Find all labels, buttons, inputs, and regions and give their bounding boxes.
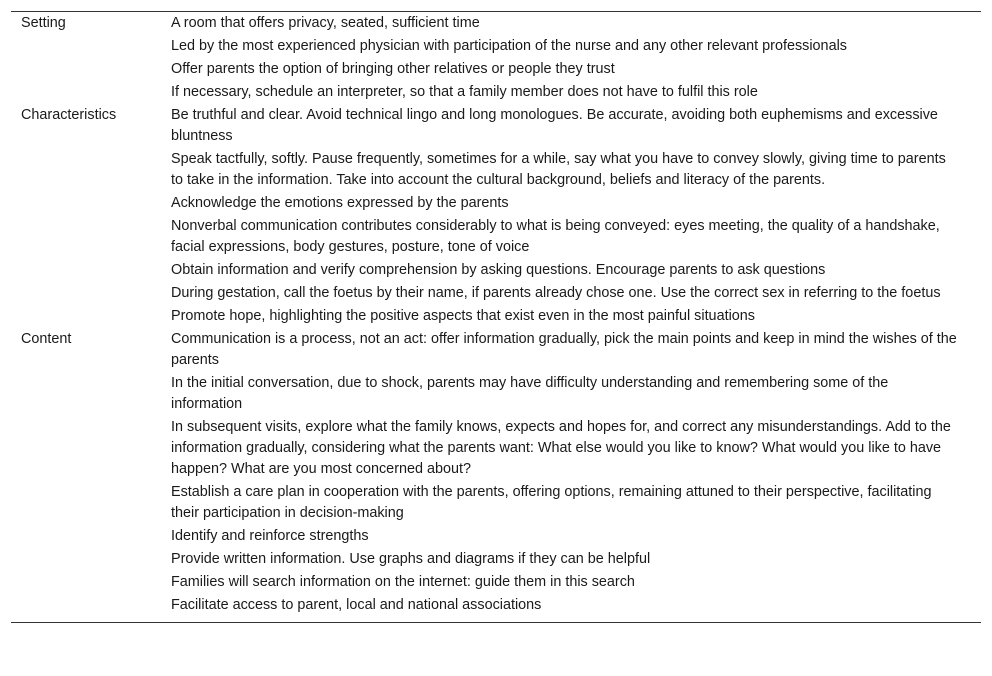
table-row bbox=[11, 572, 981, 595]
recommendation-text: If necessary, schedule an interpreter, so that a family member does not have to fulfil this role bbox=[171, 84, 758, 100]
recommendation-text: Establish a care plan in cooperation with the parents, offering options, remaining attuned to their perspective, facilitating their participation in decision-making bbox=[171, 484, 932, 521]
table-row bbox=[11, 149, 981, 193]
recommendations-table bbox=[11, 11, 981, 623]
table-row bbox=[11, 36, 981, 59]
recommendation-text: Provide written information. Use graphs and diagrams if they can be helpful bbox=[171, 551, 651, 567]
recommendation-text: Offer parents the option of bringing other relatives or people they trust bbox=[171, 61, 615, 77]
recommendation-text: Families will search information on the internet: guide them in this search bbox=[171, 574, 635, 590]
recommendation-text: Led by the most experienced physician with participation of the nurse and any other relevant professionals bbox=[171, 38, 847, 54]
category-cell-empty bbox=[11, 526, 161, 549]
recommendation-text: Facilitate access to parent, local and national associations bbox=[171, 597, 542, 613]
category-cell-empty bbox=[11, 216, 161, 260]
category-cell-empty bbox=[11, 373, 161, 417]
table-row bbox=[11, 329, 981, 373]
table-row bbox=[11, 373, 981, 417]
table-row bbox=[11, 482, 981, 526]
table-row bbox=[11, 216, 981, 260]
table-row bbox=[11, 105, 981, 149]
recommendation-text: During gestation, call the foetus by their name, if parents already chose one. Use the correct sex in referring to the foetus bbox=[171, 285, 941, 301]
category-label: Setting bbox=[21, 15, 66, 31]
recommendation-text: Nonverbal communication contributes considerably to what is being conveyed: eyes meeting, the quality of a handshake, facial expressions, body gestures, posture, tone of voice bbox=[171, 218, 940, 255]
table-row bbox=[11, 417, 981, 482]
recommendation-text: A room that offers privacy, seated, sufficient time bbox=[171, 15, 480, 31]
category-cell-empty bbox=[11, 82, 161, 105]
category-label: Content bbox=[21, 331, 72, 347]
category-cell-empty bbox=[11, 59, 161, 82]
table-row bbox=[11, 549, 981, 572]
category-cell-empty bbox=[11, 417, 161, 482]
table-row bbox=[11, 306, 981, 329]
recommendation-text: Obtain information and verify comprehension by asking questions. Encourage parents to ask questions bbox=[171, 262, 826, 278]
category-cell-empty bbox=[11, 193, 161, 216]
table-row bbox=[11, 82, 981, 105]
table-row bbox=[11, 283, 981, 306]
recommendation-text: Identify and reinforce strengths bbox=[171, 528, 369, 544]
category-cell-empty bbox=[11, 549, 161, 572]
recommendation-text: Acknowledge the emotions expressed by the parents bbox=[171, 195, 509, 211]
category-cell-empty bbox=[11, 482, 161, 526]
table-row bbox=[11, 193, 981, 216]
table-row bbox=[11, 59, 981, 82]
category-cell-empty bbox=[11, 36, 161, 59]
table-row bbox=[11, 260, 981, 283]
table-row bbox=[11, 526, 981, 549]
recommendation-text: Be truthful and clear. Avoid technical lingo and long monologues. Be accurate, avoiding both euphemisms and excessive bluntness bbox=[171, 107, 938, 144]
category-cell-empty bbox=[11, 595, 161, 622]
category-cell-empty bbox=[11, 283, 161, 306]
recommendation-text: In subsequent visits, explore what the family knows, expects and hopes for, and correct any misunderstandings. Add to the information gradually, considering what the parents want: What else would you like to know? What would you like to have happen? What are you most concerned about? bbox=[171, 419, 951, 477]
recommendation-text: Promote hope, highlighting the positive aspects that exist even in the most painful situations bbox=[171, 308, 755, 324]
table-row bbox=[11, 12, 981, 36]
category-cell-empty bbox=[11, 306, 161, 329]
recommendation-text: In the initial conversation, due to shock, parents may have difficulty understanding and remembering some of the information bbox=[171, 375, 889, 412]
recommendation-text: Speak tactfully, softly. Pause frequently, sometimes for a while, say what you have to convey slowly, giving time to parents to take in the information. Take into account the cultural background, beliefs and literacy of the parents. bbox=[171, 151, 946, 188]
category-cell-empty bbox=[11, 149, 161, 193]
table-body bbox=[11, 12, 981, 622]
category-cell-empty bbox=[11, 260, 161, 283]
recommendation-text: Communication is a process, not an act: offer information gradually, pick the main points and keep in mind the wishes of the parents bbox=[171, 331, 957, 368]
category-cell-empty bbox=[11, 572, 161, 595]
category-label: Characteristics bbox=[21, 107, 117, 123]
table bbox=[11, 12, 981, 622]
table-row bbox=[11, 595, 981, 622]
